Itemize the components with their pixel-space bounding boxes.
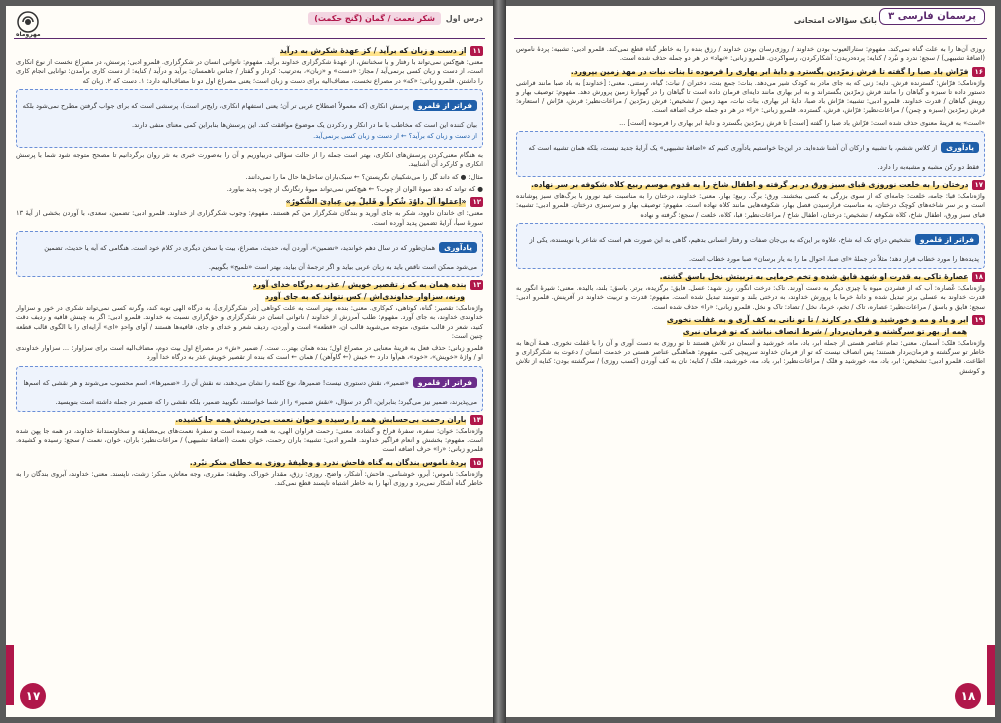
explanation-paragraph: به هنگام معنی‌کردن پرسش‌های انکاری، بهتر است جمله را از حالت سؤالی دربیاوریم و آن را به‌صورت خبری به نثر روان برگردانیم تا مصحح متوجه شود شما با پرسش انکاری و کارکرد آن آشنایید. — [16, 151, 483, 169]
info-box-heading: فراتر از قلمرو — [413, 100, 477, 111]
question-line — [516, 327, 985, 337]
info-box-heading: یادآوری — [439, 242, 477, 253]
info-box-example: از دست و زبان که برآید؟ ← از دست و زبان کسی برنمی‌آید. — [313, 131, 477, 140]
question-text: باران رحمت بی‌حسابش همه را رسیده و خوان نعمت بی‌دریغش همه جا کشیده. — [175, 414, 467, 424]
question-row — [16, 280, 483, 290]
question-row — [16, 415, 483, 425]
info-box-text: تشخیص دراي تک ابه شاخ، علاوه بر این‌که به بی‌جان صفات و رفتار انسانی بدهیم، گاهی به این صورت هم است که شاعر یا نویسنده، یکی از پدیده‌ها را مورد خطاب قرار دهد؛ مثلاً در جملهٔ «ای صبا، احوال ما را به یار برسان» صبا مورد خطاب است. — [529, 235, 979, 263]
question-row — [16, 197, 483, 207]
info-box-heading: یادآوری — [941, 142, 979, 153]
question-number: ۱۳ — [472, 280, 481, 289]
left-page-header — [6, 6, 493, 40]
page-number: ۱۸ — [955, 683, 981, 709]
lesson-label: درس اول — [445, 14, 483, 23]
question-text: درختان را به خلعت نوروزی قبای سبز ورق در بر گرفته و اطفال شاخ را به قدوم موسم ربیع کلاه شکوفه بر سر نهاده. — [531, 180, 969, 190]
question-number: ۱۴ — [472, 415, 481, 424]
question-number: ۱۵ — [472, 458, 481, 467]
explanation-paragraph: واژه‌نامک: عُصاره: آب که از فشردن میوه یا چیزی دیگر به دست آورند. تاک: درخت انگور، رز. شهد: عسل. فایق: برگزیده، برتر. باسق: بلند، بالیده. معنی: شیرهٔ انگور به قدرت خداوند به عسلی برتر تبدیل شده و دانهٔ خرما با پرورش خداوند، به درختی بلند و تنومند تبدیل شده است. مفهوم: قدرت و تربیت خداوند در آفرینش. قلمرو ادبی: سجع: فایق و باسق / مراعات‌نظیر: عصاره، تاک / تخم، خرما، نخل / تضاد: تاک و نخل. قلمرو زبانی: «را» حذف شده است. — [516, 283, 985, 311]
explanation-paragraph: معنی: ای خاندان داوود، شکر به جای آورید و بندگان شکرگزار من کم هستند. مفهوم: وجوب شکرگزاری از خداوند. قلمرو ادبی: تضمین، سعدی، با آوردن بخشی از آیهٔ ۱۳ سورهٔ سبأ، آرایهٔ تضمین پدید آورده است. — [16, 209, 483, 227]
question-row — [516, 180, 985, 190]
explanation-paragraph: قلمرو زبانی: حذف فعل به قرینهٔ معنایی در مصراع اول؛ بنده همان بهتر... ست. / ضمیر «ش» در مصراع اول بیت دوم، مضاف‌الیه است برای سزاوار: ... سزاوار خداوندی او / واژهٔ «خویش»، «خود»، هم‌آوا دارد ← خیش (← گاوآهن) / همان ← است که بنده از تقصیر خویش عذر به درگاه خدا آورد — [16, 344, 483, 362]
lesson-title: شکر نعمت / گمان (گنج حکمت) — [308, 12, 441, 25]
left-page-content — [16, 44, 483, 679]
question-line — [16, 292, 483, 302]
question-text: همه از بهر تو سرگشته و فرمان‌بردار / شرط انصاف نباشد که تو فرمان نبری — [682, 326, 967, 336]
question-number: ۱۸ — [974, 272, 983, 281]
brand-badge: پرسمان فارسی ۳ — [879, 8, 985, 25]
question-number: ۱۱ — [472, 47, 481, 55]
question-number: ۱۹ — [974, 315, 983, 324]
right-page — [506, 6, 995, 717]
question-number: ۱۷ — [974, 181, 983, 190]
info-box-text: پرسش انکاری (که معمولاً اصطلاح عربی تر آن؛ یعنی استفهام انکاری، رایج‌تر است)، پرسشی است که برای جواب گرفتن مطرح نمی‌شود بلکه بیان کننده این است که مخاطب با ما در انکار و ردکردن یک موضوع موافقت کند. این پرسش‌ها بنابراین کمی معنای منفی دارند. — [22, 101, 477, 129]
page-edge-tab — [987, 645, 995, 705]
header-divider — [514, 38, 987, 39]
question-number: ۱۲ — [472, 198, 481, 207]
question-row — [516, 67, 985, 77]
explanation-paragraph: واژه‌نامک: قبا: جامه، خلعت: جامه‌ای که از سوی بزرگی به کسی ببخشند. ورق: برگ. ربیع: بهار. معنی: خداوند، درختان را به مناسبت عید نوروز با برگ‌های سبز پوشانده است و بر سر شاخه‌های کوچک درختان، به مناسبت فرارسیدن فصل بهار، شکوفه‌هایی مانند کلاه نهاده است. مفهوم: توصیف بهار و سرسبزی درختان. قلمرو ادبی: تشبیه: قبای سبز ورق، اطفال شاخ، کلاه شکوفه / تشخیص: درختان، اطفال شاخ / مراعات‌نظیر: قبا، کلاه، خلعت / سجع: گرفته و نهاده — [516, 192, 985, 219]
question-row — [516, 315, 985, 325]
explanation-paragraph: معنی: هیچ‌کس نمی‌تواند با رفتار و با سخنانش، از عهدهٔ شکرگزاری خداوند برآید. مفهوم: ناتوانی انسان در شکرگزاری. قلمرو ادبی: پرسش، در مصراع نخست از نوع انکاری است، از دست و زبان کسی برنمی‌آید / مجاز: «دست» و «زبان»، به‌ترتیب: کردار و گفتار / جناس ناهمسان: برآید و درآید / کنایه: از دست کاری برآمدن: توانایی انجام کاری را داشتن. قلمرو زبانی: «که» در مصراع نخست، مضاف‌الیه برای دست و زبان است؛ یعنی مصراع اول دو تا مضاف‌الیه دارد: ۱. دست که ۲. زبان که — [16, 58, 483, 85]
question-row — [516, 272, 985, 282]
info-box — [516, 223, 985, 269]
publisher-logo — [14, 9, 74, 37]
right-page-header — [506, 6, 995, 40]
info-box — [16, 89, 483, 148]
info-box-text: همان‌طور که در سال دهم خواندید، «تضمین»، آوردن آیه، حدیث، مصراع، بیت یا سخن دیگری در کلام خود است. هنگامی که آیه یا حدیث، تضمین می‌شود ممکن است ناقص باید به زبان عربی بیاید و اگر ترجمهٔ آن بیاید، بهتر است «تلمیح» بگوییم. — [44, 243, 477, 271]
explanation-paragraph: مثال: ● که داند گل را می‌شکیبان نگریستن؟ ← سبک‌باران ساحل‌ها حال ما را نمی‌دانند. — [245, 172, 483, 181]
page-number: ۱۷ — [20, 683, 46, 709]
book-gutter — [493, 0, 506, 723]
info-box-heading: فراتر از قلمرو — [413, 377, 477, 388]
explanation-paragraph: «است» به قرینهٔ معنوی حذف شده است: فرّاش باد صبا را گفته [است] تا فرش زمرّدین بگسترد و دایهٔ ابر بهاری را فرموده [است] ... — [619, 118, 985, 127]
explanation-paragraph: ● که تواند که دهد میوهٔ الوان از چوب؟ ← هیچ‌کس نمی‌تواند میوهٔ رنگارنگ از چوب پدید بیاورد. — [226, 185, 483, 194]
left-page — [6, 6, 493, 717]
question-text: «اِعمَلوا آلَ داوُدَ شُکراً و قَلیلٌ مِن عِبادِیَ الشَّکورُ» — [285, 197, 467, 207]
info-box — [16, 366, 483, 412]
question-text: فرّاش باد صبا را گفته تا فرش زمرّدین بگسترد و دایهٔ ابر بهاری را فرموده تا بنات نبات در مهد زمین بپرورد. — [570, 66, 969, 76]
explanation-paragraph: واژه‌نامک: تقصیر: گناه، کوتاهی، کم‌کاری. معنی: بنده، بهتر است به علت کوتاهی [در شکرگزاری]، به درگاه الهی توبه کند، وگرنه کسی نمی‌تواند شکری در خور و سزاوار خداوندی خداوند، به جای آورد. مفهوم: طلب آمرزش از خداوند / ناتوانی انسان در شکرگزاری و حق‌گزاری نسبت به خداوند. قلمرو ادبی: اگر به چینش قافیه و ردیف دقت کنید، شعر در قالب مثنوی، متوجه می‌شوید قالب ان، «قطعه» است و آوردن، ردیف شعر و خدای و جای، قافیه‌ها هستند / آوای واحدِ «ای» آرایه‌ای را با الگوی قالب قطعه چنین است: — [16, 303, 483, 340]
question-number: ۱۶ — [974, 67, 983, 76]
page-edge-tab — [6, 645, 14, 705]
question-text: عصارهٔ تاکی به قدرت او شهد فایق شده و تخم خرمایی به تربیتش نخل باسق گشته. — [659, 271, 969, 281]
question-text: بنده همان به که ز تقصیر خویش / عذر به درگاه خدای آورد — [252, 279, 467, 289]
explanation-paragraph: واژه‌نامک: خوان: سفره، سفرهٔ فراخ و گشاده. معنی: رحمت فراوان الهی، به همه رسیده است و سفرهٔ نعمت‌های بی‌مضایقه و سخاوتمندانهٔ خداوند، در همه جا پهن شده است. مفهوم: بخشش و انعام فراگیر خداوند. قلمرو ادبی: تشبیه: باران رحمت، خوان نعمت (اضافهٔ تشبیهی) / مراعات‌نظیر: باران، خوان، نعمت / سجع: رسیده و کشیده. قلمرو زبانی: «را» حرف اضافه است — [16, 426, 483, 454]
info-box-heading: فراتر از قلمرو — [915, 234, 979, 245]
info-box — [16, 231, 483, 277]
question-text: پردهٔ ناموس بندگان به گناه فاحش ندرد و وظیفهٔ روزی به خطای منکر نبُرد. — [189, 457, 467, 467]
question-text: ورنه، سزاوار خداوندی‌اش / کس نتواند که به جای آورد — [264, 291, 465, 301]
header-divider — [14, 38, 485, 39]
explanation-paragraph: روزی آن‌ها را به علت گناه نمی‌کند. مفهوم: ستارالعیوب بودن خداوند / روزی‌رسان بودن خداوند / رزق بنده را به خاطر گناه قطع نمی‌کند. قلمرو ادبی: تشبیه: پردهٔ ناموس (اضافهٔ تشبیهی) / سجع: ندرد و نبُرد / کنایه: پرده‌دریدن: آشکارکردن، رسواکردن. قلمرو زبانی: «نهاد» در هر دو جمله حذف شده است. — [516, 45, 985, 63]
question-text: از دست و زبان که برآید / کز عهدهٔ شکرش به درآید — [279, 46, 467, 55]
info-box — [516, 131, 985, 177]
info-box-text: «ضمیر»، نقش دستوری نیست! ضمیرها، نوع کلمه را نشان می‌دهند، نه نقش آن را. «ضمیرها»، اسم محسوب می‌شوند و هر نقشی که اسم‌ها می‌پذیرند، ضمیر نیز می‌گیرد؛ بنابراین، اگر در سؤال، «نقش ضمیر» را از شما خواستند، نگویید ضمیر، بلکه نقشی را که ضمیر در جمله داشته است بنویسید. — [23, 378, 477, 406]
explanation-paragraph: واژه‌نامک: ناموس: آبرو، خوشنامی. فاحش: آشکار، واضح. روزی: رزق، مقدار خوراک. وظیفه: مقرری، وجه معاش، منکر: زشت، ناپسند. معنی: خداوند، آبروی بندگان را به خاطر گناه آشکار نمی‌برد و روزی آنها را به خاطر اشتباه ناپسند قطع نمی‌کند. — [16, 469, 483, 487]
publisher-name: مهروماه — [16, 31, 41, 38]
info-box-text: از کلاس ششم، با تشبیه و ارکان آن آشنا شده‌اید. در این‌جا خواستیم یادآوری کنیم که «اضافهٔ تشبیهی» یک آرایهٔ جدید نیست، بلکه همان تشبیه است که فقط دو رکن مشبه و مشبه‌به را دارد. — [528, 144, 979, 172]
section-title: بانک سؤالات امتحانی — [793, 16, 877, 25]
explanation-paragraph: واژه‌نامک: فلک: آسمان. معنی: تمام عناصر هستی از جمله ابر، باد، ماه، خورشید و آسمان در تلاش هستند تا تو روزی به دست آوری و آن را با غفلت نخوری. همهٔ آن‌ها به خاطر تو سرگشته و فرمان‌بردار هستند؛ پس انصاف نیست که تو از فرمان خداوند سرپیچی کنی. مفهوم: هماهنگی عناصر هستی در خدمت انسان / دعوت به شکرگزاری و اطاعت. قلمرو ادبی: تشخیص: ابر، باد، مه، خورشید و فلک / مراعات‌نظیر: ابر، باد، مه، خورشید، فلک / کنایه: نان به کف آوردن (کسب روزی) / سرگشته بودن: کنایه از تلاش و کوشش — [516, 338, 985, 375]
right-page-content — [516, 44, 985, 679]
question-row — [16, 458, 483, 468]
question-text: ابر و باد و مه و خورشید و فلک در کارند / تا تو نانی به کف آری و به غفلت نخوری — [666, 314, 969, 324]
explanation-paragraph: واژه‌نامک: فرّاش: گسترنده فرش. دایه: زنی که به جای مادر به کودک شیر می‌دهد. بنات: جمع بنت، دختران / نبات: گیاه، رستنی. معنی: [خداوند] به باد صبا مانند فراشی دستور داده تا سبزه و گیاهان را مانند فرش زمرّدین بگستراند و به ابر بهاری مانند دایه‌ای فرمان داده است تا گیاهان را در گهوارهٔ زمین پرورش دهد. مفهوم: توصیف بهار و رویش گیاهان / قدرت خداوند. قلمرو ادبی: تشبیه: فرّاش باد صبا، دایهٔ ابر بهاری، بنات نبات، مهد زمین / تشخیص: فرش زمرّدین / مراعات‌نظیر: فرش، فرّاش / استعاره: فرش زمرّدین (سبزه و چمن) / مراعات‌نظیر: فرّاش، فرش، گسترده. قلمرو زبانی: «را» در هر دو جمله حرف اضافه است. — [516, 78, 985, 115]
question-row — [16, 46, 483, 56]
